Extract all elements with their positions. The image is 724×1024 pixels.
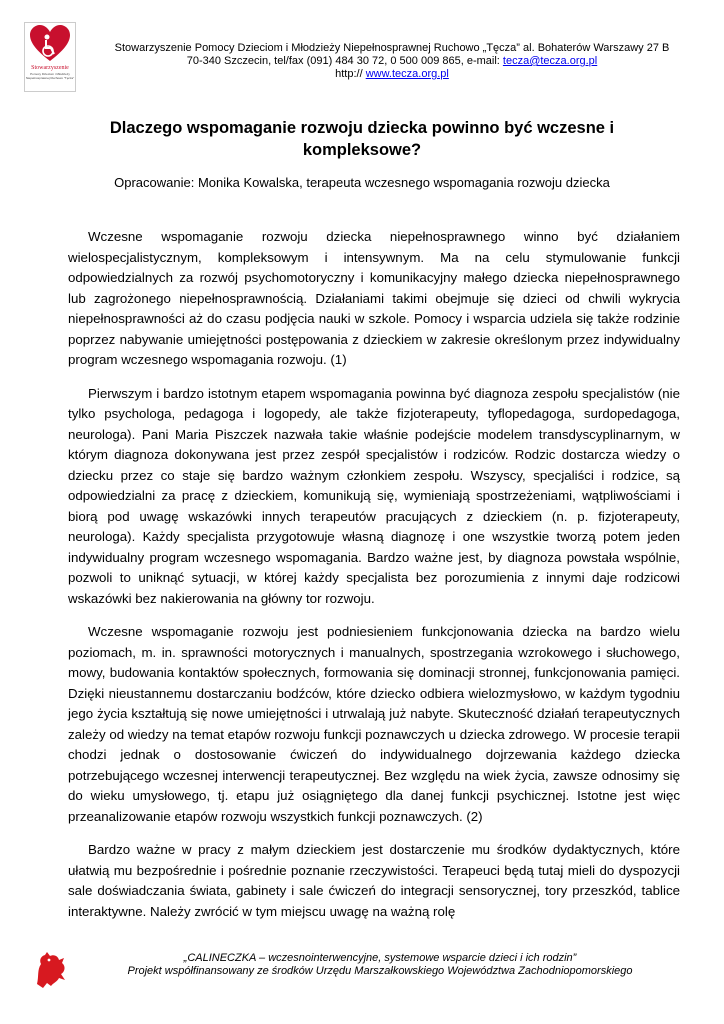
page-footer bbox=[0, 946, 724, 1016]
paragraph: Pierwszym i bardzo istotnym etapem wspomagania powinna być diagnoza zespołu specjalistów (nie tylko psychologa, pedagoga i logopedy, ale także fizjoterapeuty, tyflopedagoga, surdopedagoga, neurologa). Pani Maria Piszczek nazwała takie właśnie podejście modelem transdyscyplinarnym, w którym diagnoza dokonywana jest przez zespół specjalistów i rodziców. Rodzic dostarcza wiedzy o dziecku przez co staje się bardzo ważnym członkiem zespołu. Wszyscy, specjaliści i rodzice, są odpowiedzialni za pracę z dzieckiem, komunikują się, wymieniają spostrzeżeniami, wątpliwościami i biorą pod uwagę wskazówki innych terapeutów pracujących z dzieckiem (n. p. fizjoterapeuty, neurologa). Każdy specjalista przygotowuje własną diagnozę i one wszystkie tworzą potem jeden indywidualny program wczesnego wspomagania. Bardzo ważne jest, by diagnoza powstała wspólnie, pozwoli to uniknąć sytuacji, w której każdy specjalista bez porozumienia z innymi daje rodzicowi wskazówki bez nakierowania na główny tor rozwoju. bbox=[68, 385, 680, 606]
document-body bbox=[68, 227, 680, 935]
letterhead bbox=[22, 18, 702, 98]
footer-text bbox=[70, 952, 690, 978]
footer-project-name: „CALINECZKA – wczesnointerwencyjne, systemowe wsparcie dzieci i ich rodzin” bbox=[183, 952, 577, 964]
contact-phones: 70-340 Szczecin, tel/fax (091) 484 30 72, 0 500 009 865, e-mail: bbox=[186, 55, 503, 67]
organization-logo bbox=[24, 22, 76, 92]
griffin-coat-of-arms-icon bbox=[33, 950, 69, 990]
paragraph: Wczesne wspomaganie rozwoju dziecka niepełnosprawnego winno być działaniem wielospecjalistycznym, kompleksowym i intensywnym. Ma na celu stymulowanie funkcji odpowiedzialnych za rozwój psychomotoryczny i komunikacyjny małego dziecka niepełnosprawnego lub zagrożonego niepełnosprawnością. Działaniami takimi obejmuje się dzieci od chwili wykrycia niepełnosprawności aż do czasu podjęcia nauki w szkole. Pomocy i wsparcia udziela się także rodzinie poprzez nabywanie umiejętności postępowania z dzieckiem w zakresie określonym przez indywidualny program wczesnego wspomagania rozwoju. (1) bbox=[68, 229, 680, 367]
email-link[interactable]: tecza@tecza.org.pl bbox=[502, 55, 598, 67]
website-link[interactable]: www.tecza.org.pl bbox=[365, 68, 449, 80]
logo-text: Stowarzyszenie bbox=[31, 65, 69, 71]
address-line-2 bbox=[82, 55, 702, 68]
document-author: Opracowanie: Monika Kowalska, terapeuta wczesnego wspomagania rozwoju dziecka bbox=[114, 175, 610, 190]
footer-funding-note: Projekt współfinansowany ze środków Urzędu Marszałkowskiego Województwa Zachodniopomorskiego bbox=[127, 965, 633, 977]
paragraph: Wczesne wspomaganie rozwoju jest podniesieniem funkcjonowania dziecka na bardzo wielu poziomach, m. in. sprawności motorycznych i manualnych, spostrzegania wzrokowego i słuchowego, mowy, budowania kontaktów społecznych, formowania się dominacji stronnej, funkcjonowania pamięci. Dzięki nieustannemu dostarczaniu bodźców, które dziecko odbiera wielozmysłowo, w każdym tygodniu jego życia kształtują się nowe umiejętności i utrwalają już nabyte. Skuteczność działań terapeutycznych zależy od wiedzy na temat etapów rozwoju funkcji poznawczych u dziecka zdrowego. W procesie terapii chodzi jednak o dostosowanie ćwiczeń do indywidualnego dojrzewania każdego dziecka potrzebującego wczesnej interwencji terapeutycznej. Bez względu na wiek życia, zawsze odnosimy się do wieku umysłowego, tj. etapu już osiągniętego dla danej funkcji psychicznej. Istotne jest więc przeanalizowanie etapów rozwoju wszystkich funkcji poznawczych. (2) bbox=[68, 624, 680, 824]
url-prefix: http:// bbox=[335, 68, 366, 80]
address-line-3 bbox=[82, 68, 702, 81]
address-line-1: Stowarzyszenie Pomocy Dzieciom i Młodzieży Niepełnosprawnej Ruchowo „Tęcza” al. Bohaterów Warszawy 27 B bbox=[114, 42, 670, 54]
document-title: Dlaczego wspomaganie rozwoju dziecka powinno być wczesne i kompleksowe? bbox=[109, 119, 615, 159]
logo-subtext: Pomocy Dzieciom i Młodzieży Niepełnosprawnej Ruchowo "Tęcza" bbox=[25, 72, 75, 80]
heart-logo-icon bbox=[29, 25, 71, 63]
organization-address bbox=[82, 42, 702, 81]
paragraph: Bardzo ważne w pracy z małym dzieckiem jest dostarczenie mu środków dydaktycznych, które ułatwią mu bezpośrednie i pośrednie poznanie rzeczywistości. Terapeuci będą tutaj mieli do dyspozycji sale doświadczania świata, gabinety i sale ćwiczeń do integracji sensorycznej, tory przeszkód, tablice interaktywne. Należy zwrócić w tym miejscu uwagę na ważną rolę bbox=[68, 842, 680, 919]
